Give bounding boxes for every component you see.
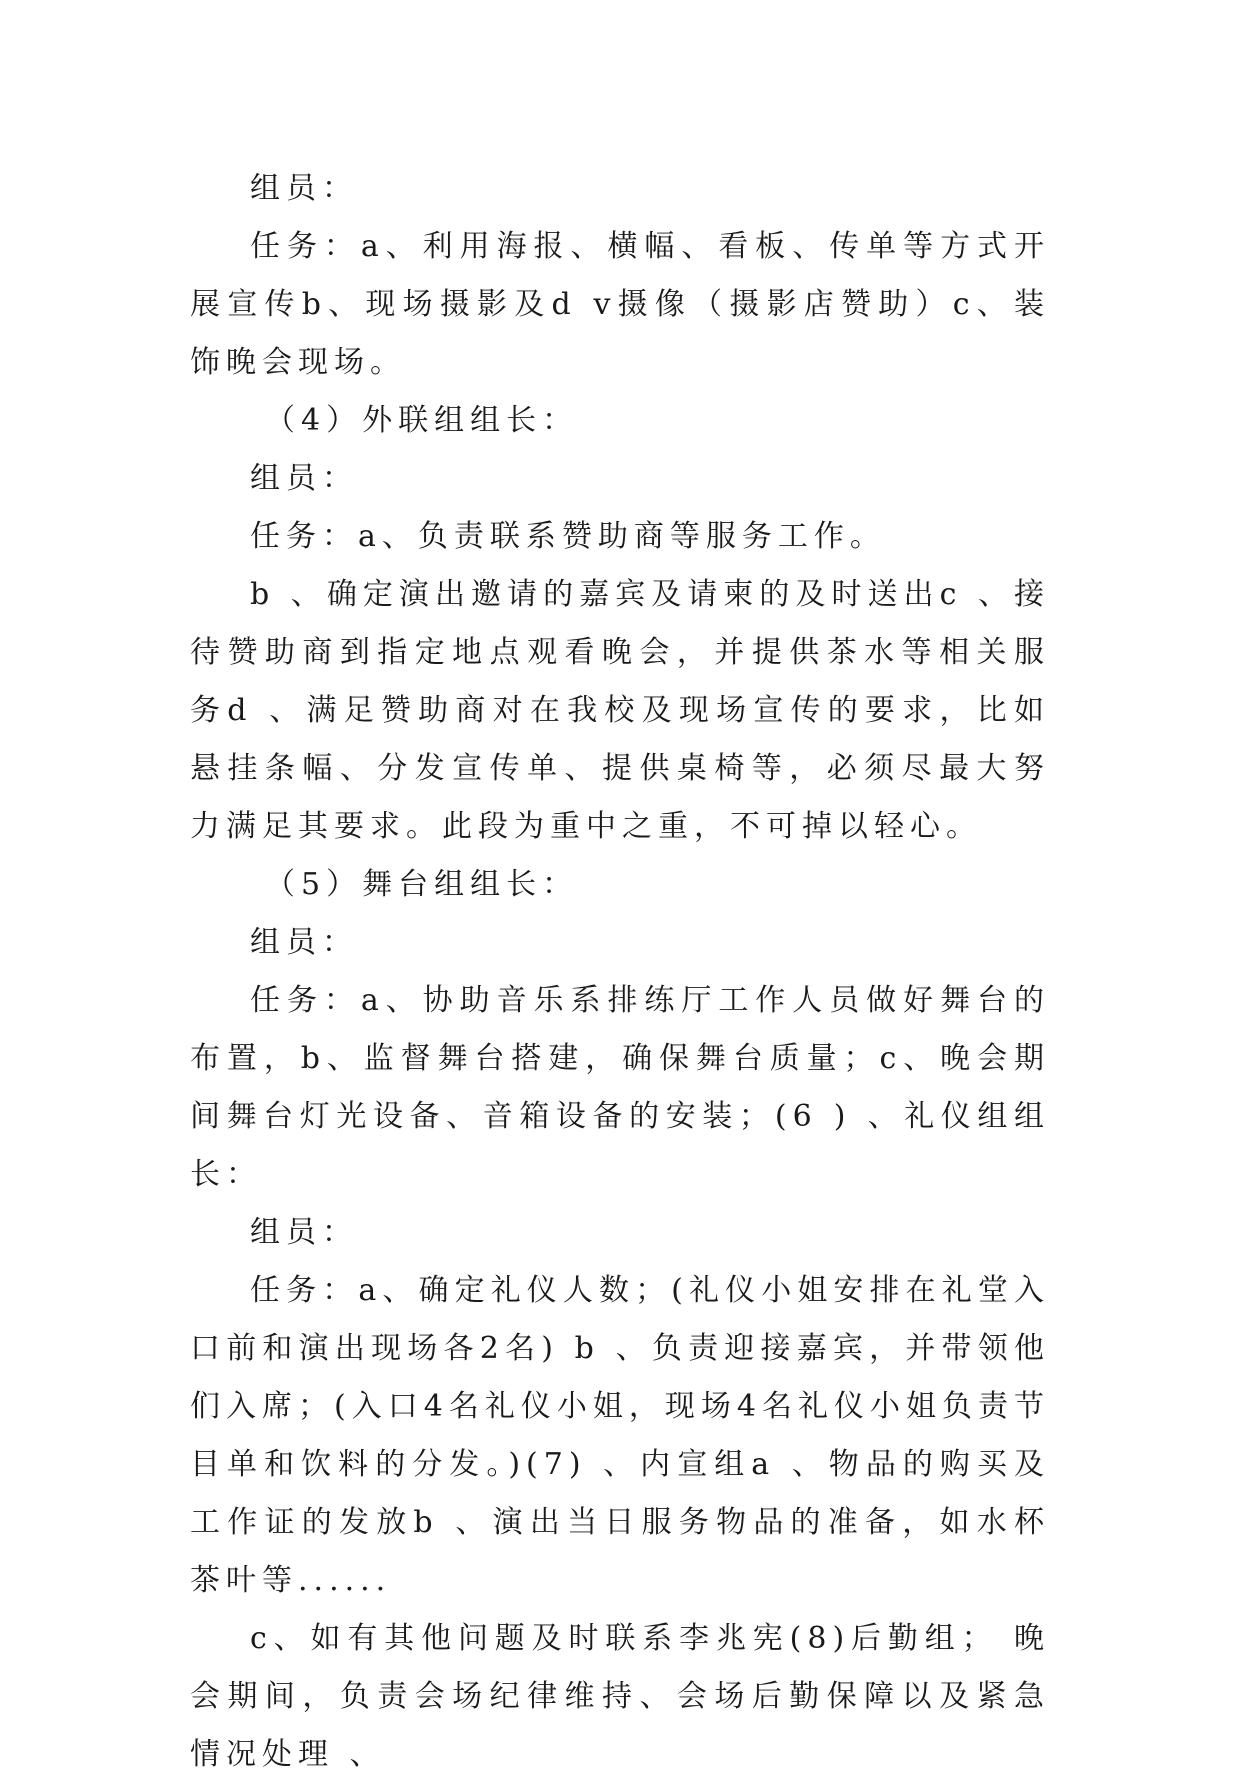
section-heading-stage: （5）舞台组组长： xyxy=(265,867,579,902)
paragraph-members: 组员： xyxy=(250,461,358,496)
document-body xyxy=(190,160,1050,1784)
paragraph-etiquette-tasks: 任务：a、确定礼仪人数；(礼仪小姐安排在礼堂入口前和演出现场各2名) b 、负责迎接嘉宾，并带领他们入席；(入口4名礼仪小姐，现场4名礼仪小姐负责节目单和饮料的分发。)(7) 、内宣组a 、物品的购买及工作证的发放b 、演出当日服务物品的准备，如水杯茶叶等...... xyxy=(190,1273,1050,1598)
paragraph-liaison-details: b 、确定演出邀请的嘉宾及请柬的及时送出c 、接待赞助商到指定地点观看晚会，并提供茶水等相关服务d 、满足赞助商对在我校及现场宣传的要求，比如悬挂条幅、分发宣传单、提供桌椅等，必须尽最大努力满足其要求。此段为重中之重，不可掉以轻心。 xyxy=(190,577,1050,844)
paragraph-members: 组员： xyxy=(250,171,358,206)
paragraph-publicity-tasks: 任务：a、利用海报、横幅、看板、传单等方式开展宣传b、现场摄影及d v摄像（摄影店赞助）c、装饰晚会现场。 xyxy=(190,229,1050,380)
paragraph-liaison-tasks: 任务：a、负责联系赞助商等服务工作。 xyxy=(250,519,886,554)
paragraph-logistics: c、如有其他问题及时联系李兆宪(8)后勤组； 晚会期间，负责会场纪律维持、会场后勤保障以及紧急情况处理 、 xyxy=(190,1621,1050,1772)
paragraph-members: 组员： xyxy=(250,925,358,960)
paragraph-stage-tasks: 任务：a、协助音乐系排练厅工作人员做好舞台的布置，b、监督舞台搭建，确保舞台质量；c、晚会期间舞台灯光设备、音箱设备的安装；(6 ) 、礼仪组组长： xyxy=(190,983,1050,1192)
paragraph-members: 组员： xyxy=(250,1215,358,1250)
section-heading-liaison: （4）外联组组长： xyxy=(265,403,579,438)
